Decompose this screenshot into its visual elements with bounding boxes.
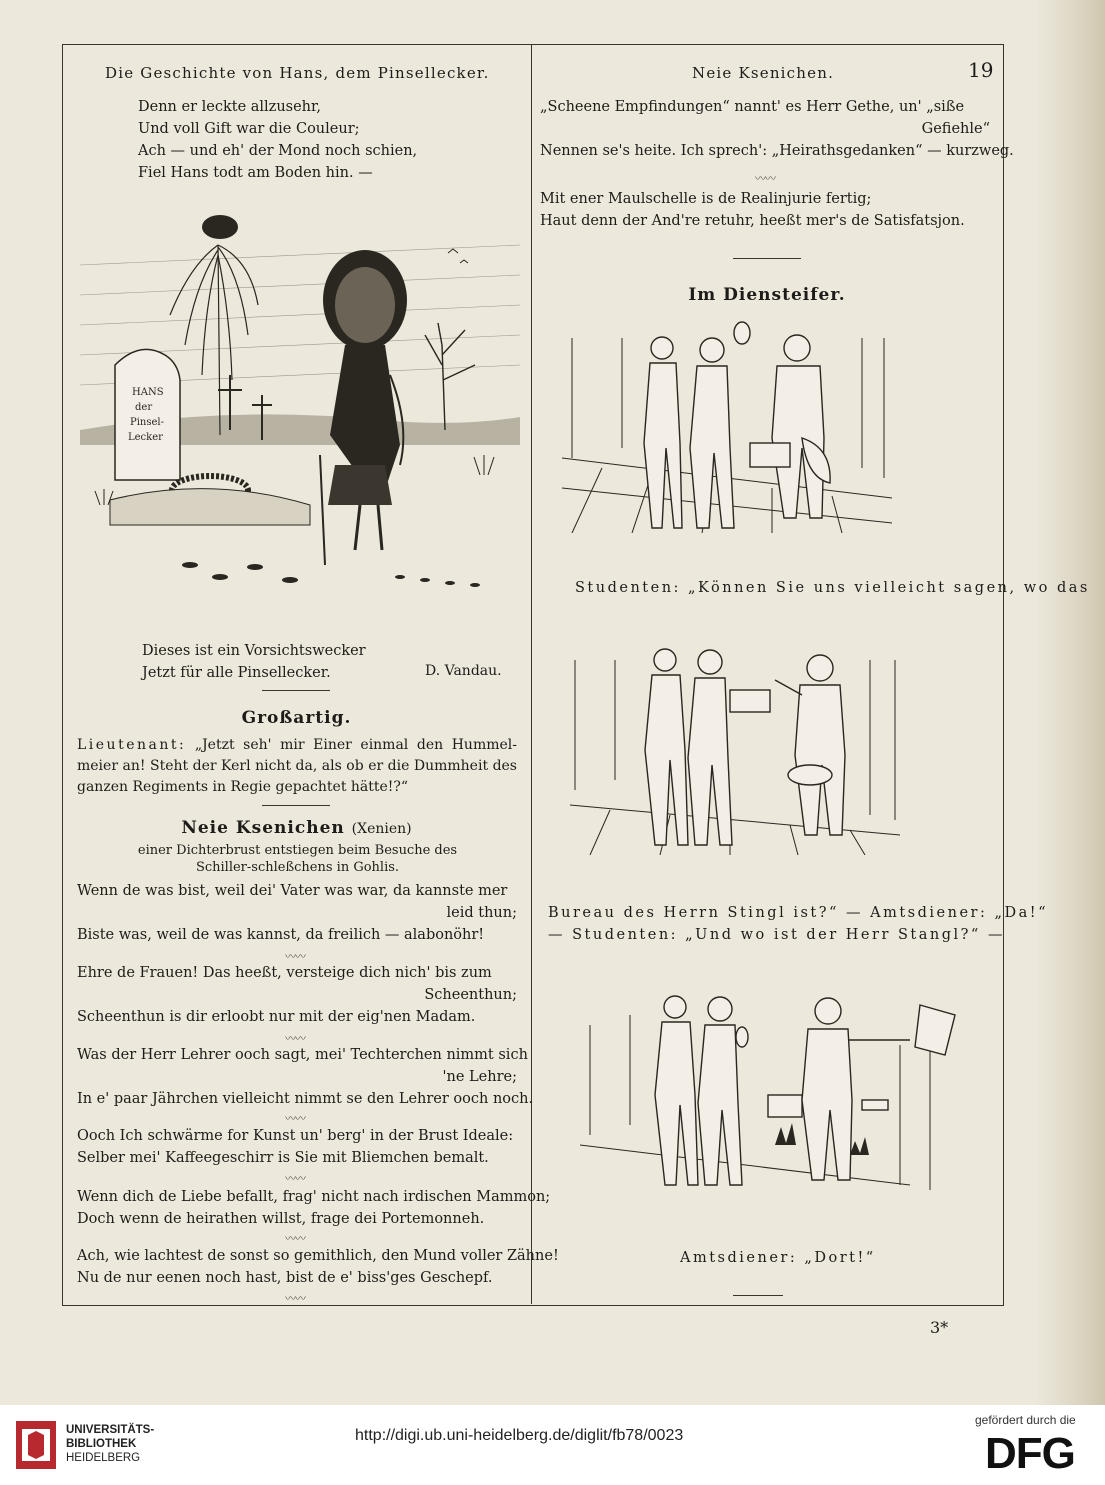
digitization-footer (0, 1405, 1105, 1485)
institution-name (66, 1423, 154, 1465)
section-rule (733, 258, 801, 259)
comic-panel-1 (562, 318, 892, 533)
verse-line: „Scheene Empfindungen“ nannt' es Herr Gethe, un' „siße (540, 99, 965, 115)
gravestone-line: Lecker (128, 432, 163, 443)
xenien-title: Neie Ksenichen (181, 818, 345, 838)
verse-line: In e' paar Jährchen vielleicht nimmt se den Lehrer ooch noch. (77, 1091, 534, 1107)
gravestone-line: HANS (132, 387, 164, 398)
xenien-title-paren: (Xenien) (351, 821, 412, 837)
poem-line: Dieses ist ein Vorsichtswecker (142, 643, 366, 659)
comic-title: Im Diensteifer. (688, 285, 846, 305)
permalink-url[interactable]: http://digi.ub.uni-heidelberg.de/diglit/fb78/0023 (355, 1427, 684, 1444)
graveyard-illustration (80, 205, 520, 615)
verse-line: Ach, wie lachtest de sonst so gemithlich, den Mund voller Zähne! (77, 1248, 559, 1264)
gravestone-line: der (135, 402, 153, 413)
ornament-divider: 〰〰 (285, 1032, 305, 1045)
verse-line: Ooch Ich schwärme for Kunst un' berg' in der Brust Ideale: (77, 1128, 514, 1144)
dfg-logo: DFG (985, 1429, 1075, 1478)
left-running-head: Die Geschichte von Hans, dem Pinsellecker. (105, 64, 490, 82)
verse-line: Scheenthun; (424, 987, 517, 1003)
verse-line: Nennen se's heite. Ich sprech': „Heirathsgedanken“ — kurzweg. (540, 143, 1014, 159)
comic-panel-2 (570, 640, 900, 855)
verse-line: Nu de nur eenen noch hast, bist de e' biss'ges Geschepf. (77, 1270, 493, 1286)
grossartig-quote: „Jetzt seh' mir Einer einmal den Hummel-meier an! Steht der Kerl nicht da, als ob er die Dummheit des ganzen Regiments in Regie gepachtet hätte!?“ (77, 737, 517, 795)
caption-panel-1: Studenten: „Können Sie uns vielleicht sagen, wo das (575, 580, 1090, 596)
verse-line: Gefiehle“ (921, 121, 990, 137)
poem-line: Fiel Hans todt am Boden hin. — (138, 165, 373, 181)
grossartig-text (77, 735, 517, 798)
section-title-xenien (62, 818, 531, 838)
section-rule (262, 690, 330, 691)
sheet-signature-mark: 3* (930, 1318, 949, 1337)
poem-line: Und voll Gift war die Couleur; (138, 121, 360, 137)
caption-panel-2-line-2 (548, 927, 1005, 943)
caption-panel-2-line-1 (548, 905, 1048, 921)
verse-line: Ehre de Frauen! Das heeßt, versteige dich nich' bis zum (77, 965, 492, 981)
page-number: 19 (968, 58, 994, 82)
section-rule (733, 1295, 783, 1296)
university-seal-icon (14, 1419, 58, 1471)
ornament-divider: 〰〰 (285, 1172, 305, 1185)
poem-line: Jetzt für alle Pinsellecker. (142, 665, 331, 681)
caption-panel-3: Amtsdiener: „Dort!“ (680, 1250, 876, 1266)
xenien-stanza-3 (77, 1044, 534, 1110)
poem-stanza-1 (138, 96, 417, 184)
verse-line: Selber mei' Kaffeegeschirr is Sie mit Bliemchen bemalt. (77, 1150, 489, 1166)
institution-line: HEIDELBERG (66, 1452, 141, 1464)
verse-line: Biste was, weil de was kannst, da freilich — alabonöhr! (77, 927, 485, 943)
verse-line: leid thun; (446, 905, 517, 921)
verse-line: 'ne Lehre; (442, 1069, 517, 1085)
section-rule (262, 805, 330, 806)
section-title-grossartig: Großartig. (241, 708, 352, 728)
ornament-divider: 〰〰 (755, 172, 775, 185)
gravestone-line: Pinsel- (130, 417, 164, 428)
institution-line: BIBLIOTHEK (66, 1438, 137, 1450)
poem-line: Denn er leckte allzusehr, (138, 99, 321, 115)
page-edge-shadow (1035, 0, 1105, 1405)
caption-text: — Studenten: „Und wo ist der Herr Stangl?“ — (548, 927, 1005, 943)
xenien-stanza-8 (540, 188, 990, 232)
xenien-stanza-6 (77, 1245, 559, 1289)
author-signature: D. Vandau. (425, 663, 502, 679)
ornament-divider: 〰〰 (285, 1112, 305, 1125)
ornament-divider: 〰〰 (285, 1232, 305, 1245)
poem-stanza-2 (142, 640, 366, 684)
xenien-subtitle: einer Dichterbrust entstiegen beim Besuche des Schiller-schleßchens in Gohlis. (137, 843, 458, 875)
ornament-divider: 〰〰 (285, 950, 305, 963)
institution-line: UNIVERSITÄTS- (66, 1424, 155, 1436)
xenien-stanza-4 (77, 1125, 517, 1169)
xenien-stanza-5 (77, 1186, 551, 1230)
speaker-label: Lieutenant: (77, 737, 187, 753)
xenien-stanza-2 (77, 962, 517, 1028)
verse-line: Mit ener Maulschelle is de Realinjurie fertig; (540, 191, 872, 207)
right-running-head: Neie Ksenichen. (692, 64, 835, 82)
verse-line: Was der Herr Lehrer ooch sagt, mei' Techterchen nimmt sich (77, 1047, 528, 1063)
funding-note: gefördert durch die (975, 1413, 1076, 1427)
ornament-divider: 〰〰 (285, 1292, 305, 1305)
caption-text: Bureau des Herrn Stingl ist?“ — Amtsdiener: „Da!“ (548, 905, 1048, 921)
verse-line: Wenn de was bist, weil dei' Vater was war, da kannste mer (77, 883, 508, 899)
column-divider (531, 44, 532, 1304)
xenien-stanza-7 (540, 96, 1014, 162)
comic-panel-3 (580, 985, 980, 1200)
verse-line: Haut denn der And're retuhr, heeßt mer's de Satisfatsjon. (540, 213, 965, 229)
verse-line: Scheenthun is dir erloobt nur mit der eig'nen Madam. (77, 1009, 476, 1025)
verse-line: Doch wenn de heirathen willst, frage dei Portemonneh. (77, 1211, 485, 1227)
verse-line: Wenn dich de Liebe befallt, frag' nicht nach irdischen Mammon; (77, 1189, 551, 1205)
xenien-stanza-1 (77, 880, 517, 946)
poem-line: Ach — und eh' der Mond noch schien, (138, 143, 418, 159)
